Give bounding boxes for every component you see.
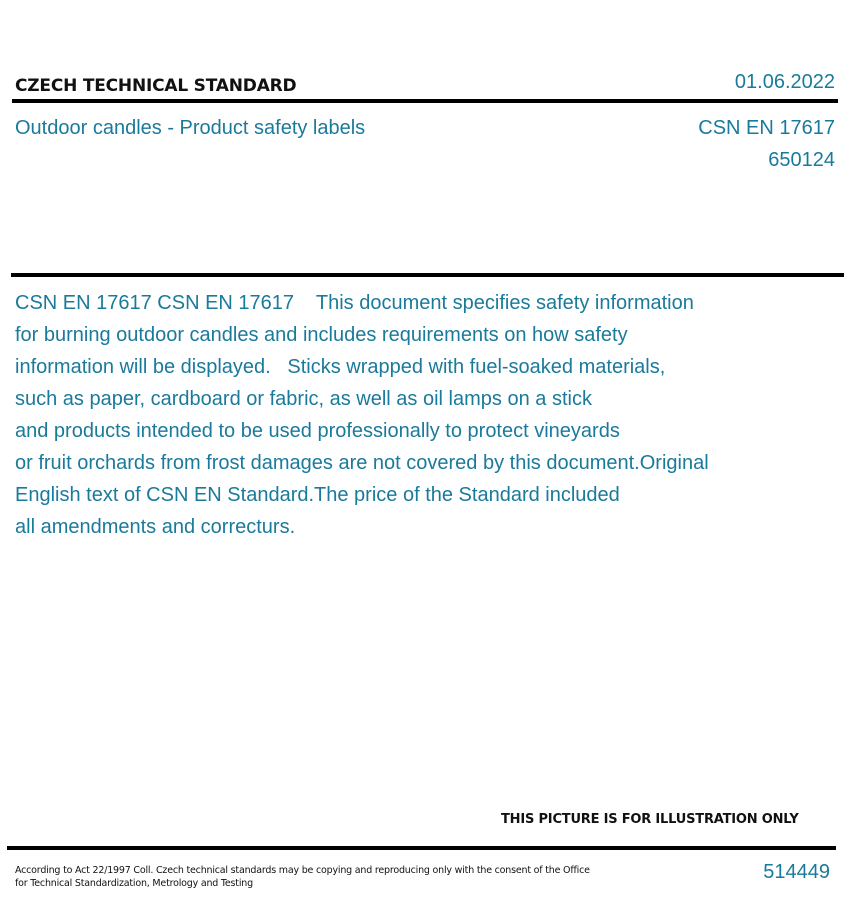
legal-notice [15, 864, 590, 890]
document-title: Outdoor candles - Product safety labels [15, 117, 366, 139]
abstract-line: all amendments and correcturs. [15, 516, 296, 538]
abstract-line: CSN EN 17617 CSN EN 17617 This document specifies safety information [15, 292, 694, 314]
header-divider [12, 99, 838, 103]
classification-number: 650124 [768, 149, 835, 171]
abstract-line: English text of CSN EN Standard.The price of the Standard included [15, 484, 620, 506]
abstract-line: and products intended to be used professionally to protect vineyards [15, 420, 620, 442]
abstract-line: or fruit orchards from frost damages are not covered by this document.Original [15, 452, 709, 474]
section-divider [11, 273, 844, 277]
abstract-line: information will be displayed. Sticks wrapped with fuel-soaked materials, [15, 356, 666, 378]
abstract-text [15, 287, 805, 543]
publication-date: 01.06.2022 [734, 71, 835, 93]
abstract-line: such as paper, cardboard or fabric, as well as oil lamps on a stick [15, 388, 592, 410]
legal-notice-line: According to Act 22/1997 Coll. Czech technical standards may be copying and reproducing only with the consent of the Office [15, 865, 590, 876]
standard-type-heading: CZECH TECHNICAL STANDARD [15, 76, 297, 96]
legal-notice-line: for Technical Standardization, Metrology and Testing [15, 878, 253, 889]
footer-divider [7, 846, 836, 850]
abstract-line: for burning outdoor candles and includes requirements on how safety [15, 324, 628, 346]
catalog-number: 514449 [763, 861, 830, 883]
standard-code: CSN EN 17617 [698, 117, 835, 139]
illustration-notice: THIS PICTURE IS FOR ILLUSTRATION ONLY [501, 812, 799, 827]
